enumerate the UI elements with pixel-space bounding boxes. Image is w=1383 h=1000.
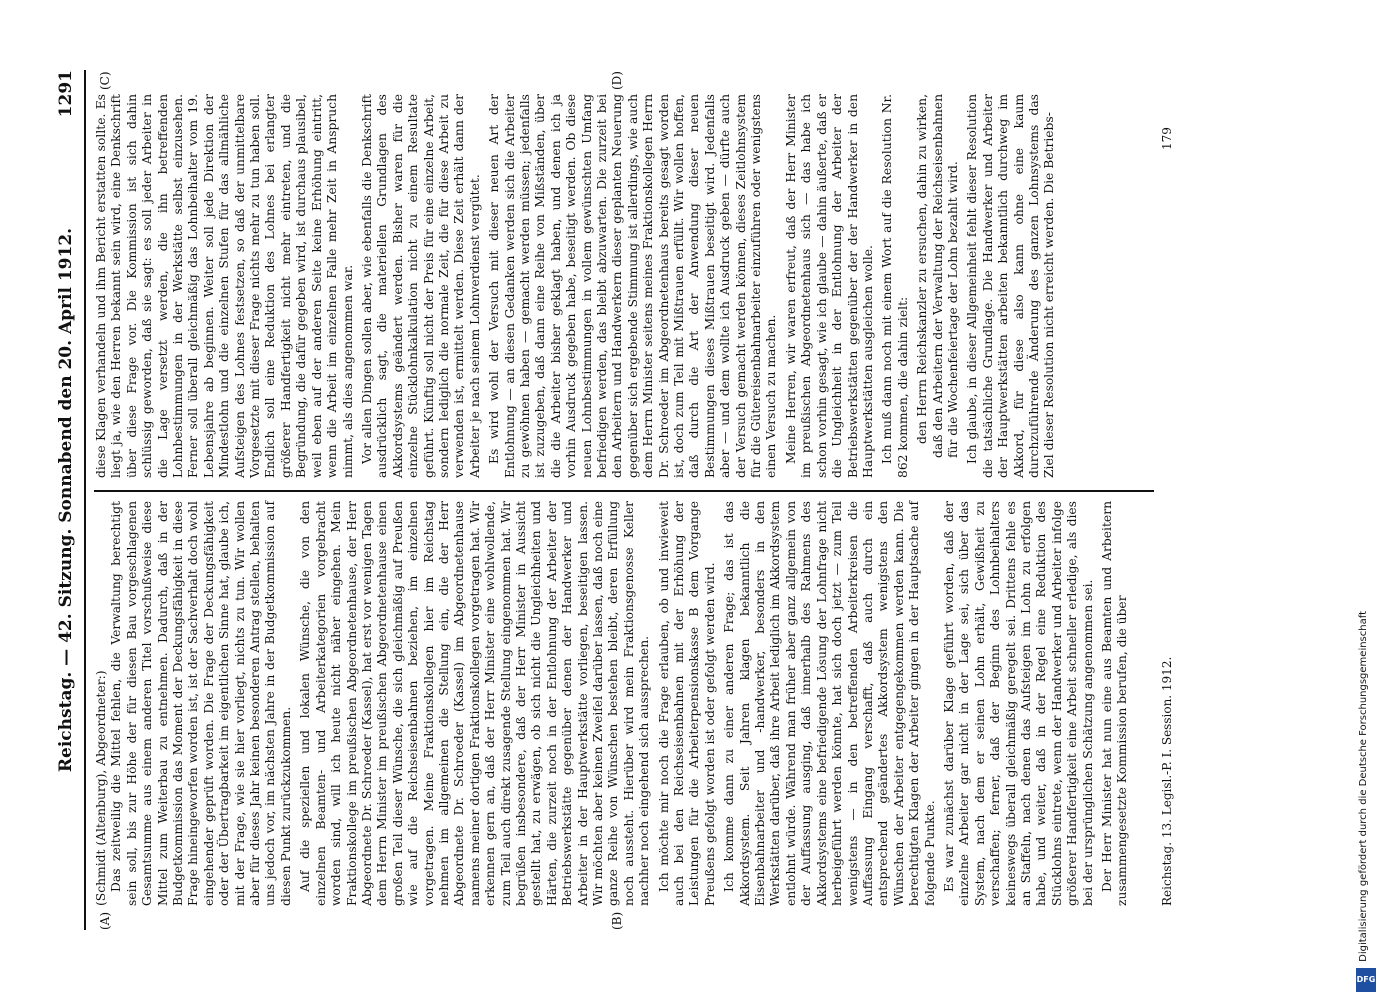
column-divider (94, 491, 1154, 493)
margin-marker-b: (B) (610, 911, 624, 930)
paragraph: Ich glaube, in dieser Allgemeinheit fehlt dieser Resolution die tatsächliche Grundlage. Die Handwerker und Arbeiter der Hauptwerkstätten arbeiten bekanntlich durchweg im Akkord, für diese also kann ohne eine kaum durchzuführende Änderung des ganzen Lohnsystems das Ziel dieser Resolution nicht erreicht werden. Die Betriebs- (965, 94, 1057, 478)
paragraph: Es wird wohl der Versuch mit dieser neuen Art der Entlohnung — an diesen Gedanken werden sich die Arbeiter zu gewöhnen haben — gemacht werden müssen; jedenfalls ist zuzugeben, daß dann eine Reihe von Mißständen, über die die Arbeiter bisher geklagt haben, und denen ich ja vorhin Ausdruck gegeben habe, beseitigt werden. Ob diese neuen Lohnbestimmungen in vollem gewünschten Umfang befriedigen werden, das bleibt abzuwarten. Die zurzeit bei den Arbeitern und Handwerkern dieser geplanten Neuerung gegenüber sich ergebende Stimmung ist allerdings, wie auch dem Herrn Minister seitens meines Fraktionskollegen Herrn Dr. Schroeder im Abgeordnetenhaus bereits gesagt worden ist, doch zum Teil mit Mißtrauen erfüllt. Wir wollen hoffen, daß durch die Art der Anwendung dieser neuen Bestimmungen dieses Mißtrauen beseitigt wird. Jedenfalls aber — und dem wollte ich Ausdruck geben — dürfte auch der Versuch gemacht werden können, dieses Zeitlohnsystem für die Gütereisenbahnarbeiter einzuführen oder wenigstens einen Versuch zu machen. (487, 94, 779, 478)
page-header (50, 70, 86, 930)
paragraph: Auf die speziellen und lokalen Wünsche, die von den einzelnen Beamten- und Arbeiterkategorien vorgebracht worden sind, will ich heute nicht näher eingehen. Mein Fraktionskollege im preußischen Abgeordnetenhause, der Herr Abgeordnete Dr. Schroeder (Kassel), hat erst vor wenigen Tagen dem Herrn Minister im preußischen Abgeordnetenhause einen großen Teil dieser Wünsche, die sich gleichmäßig auf Preußen wie auf die Reichseisenbahnen beziehen, im einzelnen vorgetragen. Meine Fraktionskollegen hier im Reichstag nehmen im allgemeinen die Stellung ein, die der Herr Abgeordnete Dr. Schroeder (Kassel) im Abgeordnetenhause namens meiner dortigen Fraktionskollegen vorgetragen hat. Wir erkennen gern an, daß der Herr Minister eine wohlwollende, zum Teil auch direkt zusagende Stellung eingenommen hat. Wir begrüßen insbesondere, daß der Herr Minister in Aussicht gestellt hat, zu erwägen, ob sich nicht die Ungleichheiten und Härten, die zurzeit noch in der Entlohnung der Arbeiter der Betriebswerkstätte gegenüber denen der Handwerker und Arbeiter in der Hauptwerkstätte vorliegen, beseitigen lassen. Wir möchten aber keinen Zweifel darüber lassen, daß noch eine ganze Reihe von Wünschen bestehen bleibt, deren Erfüllung noch aussteht. Hierüber wird mein Fraktionsgenosse Keller nachher noch eingehend sich aussprechen. (298, 501, 652, 906)
right-column (94, 94, 1058, 478)
margin-marker-a: (A) (98, 911, 112, 930)
left-column (94, 501, 1131, 906)
paragraph: Ich möchte mir noch die Frage erlauben, ob und inwieweit auch bei den Reichseisenbahnen mit der Erhöhung der Leistungen für die Arbeiterpensionskasse B dem Vorgange Preußens gefolgt worden ist oder gefolgt werden wird. (656, 501, 717, 906)
funding-sidebar (1352, 0, 1383, 1000)
header-title: Reichstag. — 42. Sitzung. Sonnabend den 20. April 1912. (56, 227, 76, 773)
page-number: 1291 (56, 70, 76, 118)
paragraph: Meine Herren, wir waren erfreut, daß der Herr Minister im preußischen Abgeordnetenhaus sich — das habe ich schon vorhin gesagt, wie ich glaube — dahin äußerte, daß er die Ungleichheit in der Entlohnung der Arbeiter der Betriebswerkstätten gegenüber der der Handwerker in den Hauptwerkstätten ausgleichen wolle. (783, 94, 875, 478)
paragraph: Das zeitweilig die Mittel fehlen, die Verwaltung berechtigt sein soll, bis zur Höhe der für diesen Bau vorgeschlagenen Gesamtsumme aus einem anderen Titel vorschußweise diese Mittel zum Weiterbau zu entnehmen. Dadurch, daß in der Budgetkommission das Moment der Deckungsfähigkeit in diese Frage hineingeworfen worden ist, ist der Sachverhalt doch wohl eingehender geprüft worden. Die Frage der Deckungsfähigkeit oder der Übertragbarkeit im eigentlichen Sinne hat, glaube ich, mit der Frage, wie sie hier vorliegt, nichts zu tun. Wir wollen aber für dieses Jahr keinen besonderen Antrag stellen, behalten uns jedoch vor, im nächsten Jahre in der Budgetkommission auf diesen Punkt zurückzukommen. (109, 501, 293, 906)
document-page (50, 70, 1340, 930)
footer-session: Reichstag. 13. Legisl.-P. I. Session. 1912. (1160, 656, 1174, 906)
dfg-logo-icon: DFG (1356, 968, 1376, 992)
speaker-line: (Schmidt (Altenburg), Abgeordneter:) (94, 670, 108, 906)
paragraph: Vor allen Dingen sollen aber, wie ebenfalls die Denkschrift ausdrücklich sagt, die materiellen Grundlagen des Akkordsystems geändert werden. Bisher waren für die einzelne Stücklohnkalkulation nicht zu einem Resultate geführt. Künftig soll nicht der Preis für eine einzelne Arbeit, sondern lediglich die normale Zeit, die für diese Arbeit zu verwenden ist, ermittelt werden. Diese Zeit erhält dann der Arbeiter je nach seinem Lohnverdienst vergütet. (359, 94, 482, 478)
resolution-quote: den Herrn Reichskanzler zu ersuchen, dahin zu wirken, daß den Arbeitern der Verwaltung der Reichseisenbahnen für die Wochenfeiertage der Lohn bezahlt wird. (915, 94, 960, 458)
paragraph: Der Herr Minister hat nun eine aus Beamten und Arbeitern zusammengesetzte Kommission berufen, die über (1100, 501, 1130, 906)
paragraph: Ich komme dann zu einer anderen Frage; das ist das Akkordsystem. Seit Jahren klagen bekanntlich die Eisenbahnarbeiter und -handwerker, besonders in den Werkstätten darüber, daß ihre Arbeit lediglich im Akkordsystem entlohnt würde. Während man früher aber ganz allgemein von der Auffassung ausging, daß innerhalb des Rahmens des Akkordsystems eine befriedigende Lösung der Lohnfrage nicht herbeigeführt werden könnte, hat sich doch jetzt — zum Teil wenigstens — in den betreffenden Arbeiterkreisen die Auffassung Eingang verschafft, daß auch durch ein entsprechend geändertes Akkordsystem wenigstens den Wünschen der Arbeiter entgegengekommen werden kann. Die berechtigten Klagen der Arbeiter gingen in der Hauptsache auf folgende Punkte. (722, 501, 937, 906)
margin-marker-d: (D) (610, 71, 624, 90)
footer-page-number: 179 (1160, 127, 1174, 150)
paragraph: Ich muß dann noch mit einem Wort auf die Resolution Nr. 862 kommen, die dahin zielt: (880, 94, 910, 478)
margin-marker-c: (C) (98, 71, 112, 90)
paragraph: diese Klagen verhandeln und ihm Bericht erstatten sollte. Es liegt ja, wie den Herren bekannt sein wird, eine Denkschrift über diese Frage vor. Die Kommission ist sich dahin schlüssig geworden, daß sie sagt: es soll jeder Arbeiter in die Lage versetzt werden, die ihn betreffenden Lohnbestimmungen in der Werkstätte selbst einzusehen. Ferner soll überall gleichmäßig das Lohnbeihalter vom 19. Lebensjahre ab beginnen. Weiter soll jede Direktion der Mindestlohn und die einzelnen Stufen für das allmähliche Aufsteigen des Lohnes festsetzen, so daß der unmittelbare Vorgesetzte mit dieser Frage nichts mehr zu tun haben soll. Endlich soll eine Reduktion des Lohnes bei erlangter größerer Handfertigkeit nicht mehr eintreten, und die Begründung, die dafür gegeben wird, ist durchaus plausibel, weil eben auf der anderen Seite keine Erhöhung eintritt, wenn die Arbeit im einzelnen Falle mehr Zeit in Anspruch nimmt, als dies angenommen war. (94, 94, 355, 478)
funding-notice: Digitalisierung gefördert durch die Deutsche Forschungsgemeinschaft (1358, 611, 1369, 962)
paragraph: Es war zunächst darüber Klage geführt worden, daß der einzelne Arbeiter gar nicht in der Lage sei, sich über das System, nach dem er seinen Lohn erhält, Gewißheit zu verschaffen; ferner, daß der Beginn des Lohnbeihalters keineswegs überall gleichmäßig geregelt sei. Drittens fehle es an Staffeln, nach denen das Aufsteigen im Lohn zu erfolgen habe, und weiter, daß in der Regel eine Reduktion des Stücklohns eintrete, wenn der Handwerker und Arbeiter infolge größerer Handfertigkeit eine Arbeit schneller erledige, als dies bei der ursprünglichen Schätzung angenommen sei. (941, 501, 1095, 906)
